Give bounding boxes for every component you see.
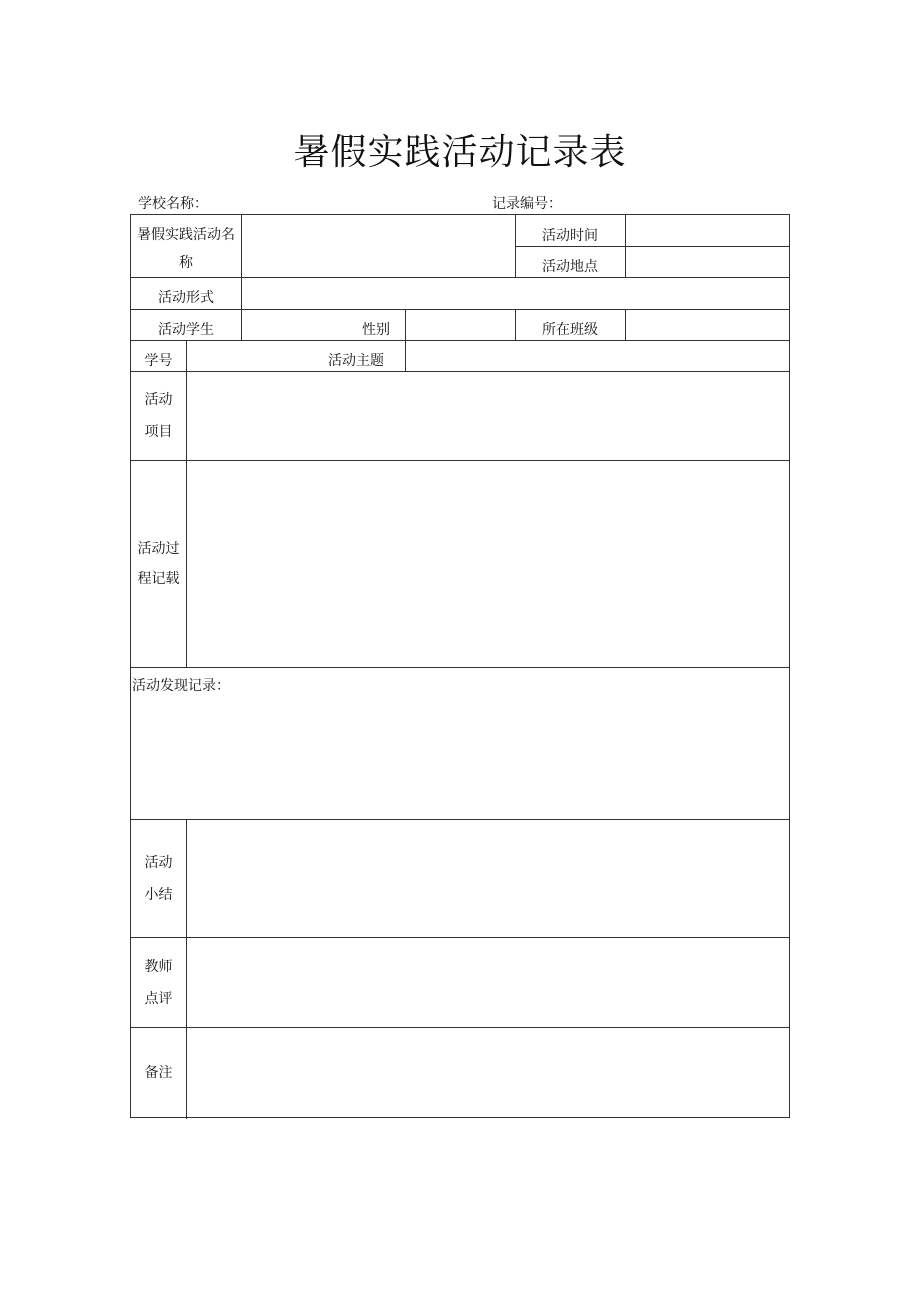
activity-time-label: 活动时间 (542, 227, 598, 244)
activity-project-label (131, 372, 186, 460)
activity-format-label: 活动形式 (158, 289, 214, 306)
process-record-label (131, 461, 186, 667)
activity-place-field[interactable] (626, 247, 789, 277)
findings-section[interactable] (131, 668, 789, 819)
activity-time-field[interactable] (626, 215, 789, 246)
activity-theme-label: 活动主题 (328, 352, 384, 369)
teacher-comment-label (131, 938, 186, 1027)
remarks-field[interactable] (187, 1028, 789, 1117)
remarks-label: 备注 (144, 1064, 173, 1081)
findings-label: 活动发现记录： (132, 678, 230, 694)
teacher-comment-field[interactable] (187, 938, 789, 1027)
activity-student-field[interactable] (242, 310, 352, 340)
activity-place-label: 活动地点 (542, 258, 598, 275)
activity-record-form (130, 214, 790, 1118)
page-title: 暑假实践活动记录表 (293, 132, 627, 173)
summary-label-line2: 小结 (144, 886, 173, 903)
record-number-label: 记录编号： (492, 196, 562, 212)
gender-label: 性别 (362, 321, 390, 338)
activity-project-label-line2: 项目 (144, 424, 173, 440)
summary-label-line1: 活动 (144, 854, 173, 871)
class-label: 所在班级 (542, 321, 598, 338)
activity-name-label-line2: 称 (179, 255, 193, 271)
activity-name-label-line1: 暑假实践活动名 (137, 227, 235, 243)
activity-project-field[interactable] (187, 372, 789, 460)
teacher-comment-label-line2: 点评 (144, 990, 173, 1007)
class-field[interactable] (626, 310, 789, 340)
teacher-comment-label-line1: 教师 (144, 958, 173, 975)
school-name-label: 学校名称： (138, 196, 208, 212)
summary-label (131, 820, 186, 937)
gender-field[interactable] (406, 310, 515, 340)
activity-format-field[interactable] (242, 278, 789, 309)
activity-name-field[interactable] (242, 215, 515, 277)
process-record-label-line2: 程记载 (137, 571, 180, 587)
summary-field[interactable] (187, 820, 789, 937)
process-record-label-line1: 活动过 (137, 541, 180, 557)
activity-theme-field[interactable] (406, 341, 789, 371)
student-id-label: 学号 (144, 352, 173, 369)
activity-name-label (131, 221, 241, 277)
student-id-field[interactable] (187, 341, 307, 371)
process-record-field[interactable] (187, 461, 789, 667)
activity-project-label-line1: 活动 (144, 392, 173, 408)
activity-student-label: 活动学生 (158, 321, 214, 338)
